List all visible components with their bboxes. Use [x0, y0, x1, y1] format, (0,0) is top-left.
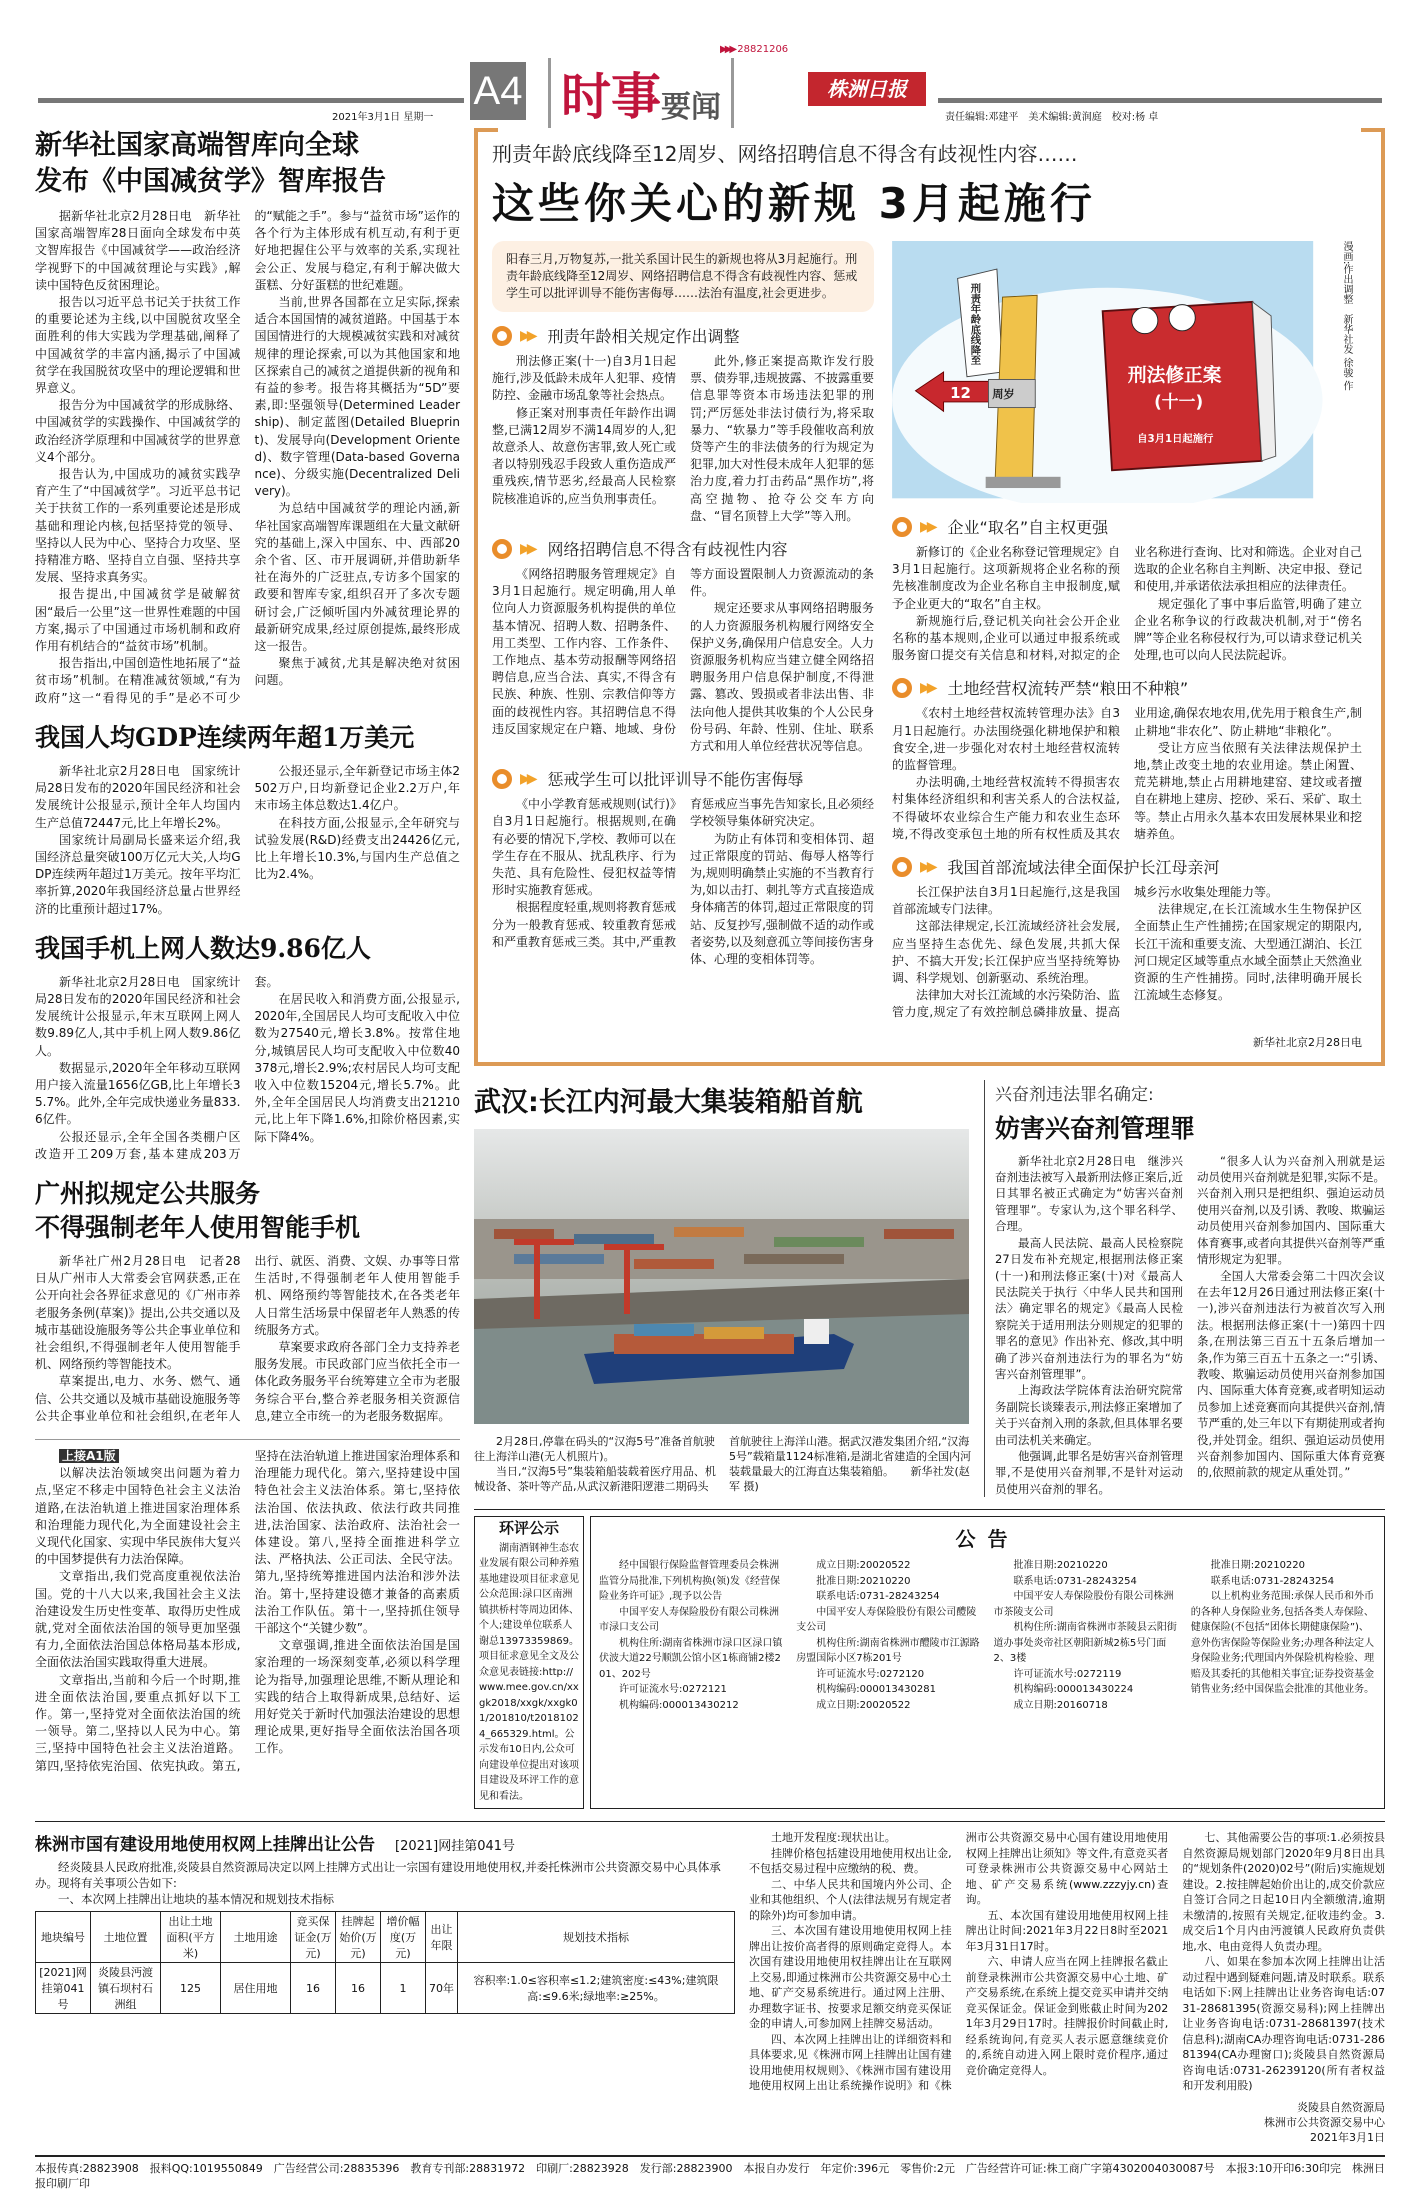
- feature-kicker: 刑责年龄底线降至12周岁、网络招聘信息不得含有歧视性内容……: [492, 142, 1078, 166]
- cell: [2021]网挂第041号: [36, 1963, 91, 2014]
- article-poverty-report: [35, 128, 460, 707]
- paragraph: “很多人认为兴奋剂入刑就是运动员使用兴奋剂就是犯罪,实际不是。兴奋剂入刑只是把组织、强迫运动员使用兴奋剂,以及引诱、教唆、欺骗运动员使用兴奋剂参加国内、国际重大体育赛事,或者向其提供兴奋剂等严重情形规定为犯罪。: [1197, 1153, 1385, 1267]
- paragraph: 《农村土地经营权流转管理办法》自3月1日起施行。办法围绕强化耕地保护和粮食安全,进一步强化对农村土地经营权流转的监督管理。: [892, 706, 1120, 773]
- ring-icon: [492, 326, 512, 346]
- land-signature: [749, 2100, 1385, 2145]
- eia-notice: [474, 1516, 584, 1809]
- paragraph: 修正案对刑事责任年龄作出调整,已满12周岁不满14周岁的人,犯故意杀人、故意伤害罪,致人死亡或者以特别残忍手段致人重伤造成严重残疾,情节恶劣,经最高人民检察院核准追诉的,应当负刑事责任。: [492, 405, 676, 506]
- paragraph: 文章指出,当前和今后一个时期,推进全面依法治国,要重点抓好以下工作。第一,坚持党对全面依法治国的统一领导。第二,坚持以人民为中心。第三,坚持中国特色社会主义法治道路。第四,坚持依宪治国、依宪执政。第五,坚持在法治轨道上推进国家治理体系和治理能力现代化。第六,坚持建设中国特色社会主义法治体系。第七,坚持依法治国、依法执政、依法行政共同推进,法治国家、法治政府、法治社会一体建设。第八,坚持全面推进科学立法、严格执法、公正司法、全民守法。第九,坚持统筹推进国内法治和涉外法治。第十,坚持建设德才兼备的高素质法治工作队伍。第十一,坚持抓住领导干部这个“关键少数”。: [35, 1448, 460, 1773]
- paragraph: 批准日期:20210220: [1210, 1560, 1306, 1572]
- paragraph: 中国平安人寿保险股份有限公司株洲市茶陵支公司: [993, 1591, 1174, 1618]
- paragraph: 办法明确,土地经营权流转不得损害农村集体经济组织和利害关系人的合法权益,不得破坏农业综合生产能力和农业生态环境,不得改变承包土地的所有权性质及其农业用途,确保农地农用,优先用于粮食生产,制止耕地“非农化”、防止耕地“非粮化”。: [892, 706, 1362, 841]
- feature-box: [474, 128, 1385, 1066]
- ring-icon: [892, 678, 912, 698]
- page-number: A4: [470, 62, 526, 120]
- cell: 16: [291, 1963, 336, 2014]
- paragraph: 许可证流水号:0272120: [816, 1668, 925, 1680]
- paragraph: 规定还要求从事网络招聘服务的人力资源服务机构履行网络安全保护义务,确保用户信息安全。人力资源服务机构应当建立健全网络招聘服务用户信息保护制度,不得泄露、篡改、毁损或者非法出售、非法向他人提供其收集的个人公民身份号码、年龄、性别、住址、联系方式和用人单位经营状况等信息。: [690, 601, 874, 754]
- ring-icon: [892, 517, 912, 537]
- land-intro: 经炎陵县人民政府批准,炎陵县自然资源局决定以网上挂牌方式出让一宗国有建设用地使用权,并委托株洲市公共资源交易中心具体承办。现将有关事项公告如下:: [35, 1860, 721, 1891]
- ship-photo: [474, 1129, 969, 1424]
- paragraph: 新华社广州2月28日电 记者28日从广州市人大常委会官网获悉,正在公开向社会各界征求意见的《广州市养老服务条例(草案)》提出,公共交通以及城市基础设施服务等公共企事业单位和社会组织,不得强制老年人使用智能手机、网络预约等智能技术。: [35, 1253, 241, 1372]
- paragraph: 据新华社北京2月28日电 新华社国家高端智库28日面向全球发布中英文智库报告《中国减贫学——政治经济学视野下的中国减贫理论与实践》,解读中国特色反贫困理论。: [35, 209, 241, 292]
- section-title: 时事: [561, 68, 661, 126]
- section-title: 我国首部流域法律全面保护长江母亲河: [947, 858, 1220, 878]
- land-title-row: [35, 1830, 735, 1855]
- ruler-base: [986, 477, 1061, 488]
- headline: 我国手机上网人数达9.86亿人: [35, 933, 371, 963]
- paragraph: 成立日期:20020522: [816, 1560, 911, 1572]
- land-title: 株洲市国有建设用地使用权网上挂牌出让公告: [35, 1835, 375, 1856]
- cell: 1: [381, 1963, 426, 2014]
- section-heading: [892, 855, 1362, 878]
- paragraph: 文章强调,推进全面依法治国是国家治理的一场深刻变革,必须以科学理论为指导,加强理论思维,不断从理论和实践的结合上取得新成果,总结好、运用好党关于新时代加强法治建设的思想理论成果,更好指导全面依法治国各项工作。: [254, 1638, 460, 1756]
- col-header: 竞买保证金(万元): [291, 1912, 336, 1963]
- photo-article: [474, 1080, 974, 1498]
- section-body: [492, 566, 874, 755]
- ads-row: [474, 1509, 1385, 1809]
- col-header: 挂牌起始价(万元): [336, 1912, 381, 1963]
- paragraph: 六、申请人应当在网上挂牌报名截止前登录株洲市公共资源交易中心土地、矿产交易系统,在系统上提交竞买申请并交纳竞买保证金。保证金到账截止时间为2021年3月29日17时。挂牌报价时间截止时,经系统询问,有竞买人表示愿意继续竞价的,系统自动进入网上限时竞价程序,通过竞价确定竞得人。: [965, 1955, 1169, 2077]
- doping-article: [995, 1080, 1385, 1498]
- eia-title: 环评公示: [498, 1519, 559, 1538]
- feature-columns: [492, 241, 1367, 1050]
- section-heading: [492, 767, 874, 790]
- ruler-text: 刑责年龄底线降至: [968, 283, 981, 366]
- article-body: [35, 763, 460, 918]
- section-title: 惩戒学生可以批评训导不能伤害侮辱: [547, 770, 804, 790]
- land-table: [35, 1911, 735, 2014]
- paragraph: 联系电话:0731-28243254: [1210, 1575, 1335, 1587]
- age-unit: 周岁: [992, 388, 1015, 402]
- headline: 我国人均GDP连续两年超1万美元: [35, 722, 415, 752]
- right-area: [474, 128, 1385, 1809]
- paragraph: 根据程度轻重,规则将教育惩戒分为一般教育惩戒、较重教育惩戒和严重教育惩戒三类。其中,严重教育惩戒应当事先告知家长,且必须经学校领导集体研究决定。: [492, 797, 874, 949]
- feature-section: [492, 537, 874, 755]
- paragraph: 新规施行后,登记机关向社会公开企业名称的基本规则,企业可以通过申报系统或服务窗口提交有关信息和材料,对拟定的企业名称进行查询、比对和筛选。企业对自己选取的企业名称自主判断、决定申报、登记和使用,并承诺依法承担相应的法律责任。: [892, 545, 1363, 663]
- paragraph: 三、本次国有建设用地使用权网上挂牌出让按价高者得的原则确定竞得人。本次国有建设用地使用权挂牌出让在互联网上交易,即通过株洲市公共资源交易中心土地、矿产交易系统进行。通过网上注册、办理数字证书、按要求足额交纳竞买保证金的申请人,可参加网上挂牌交易活动。: [749, 1924, 952, 2031]
- col-header: 土地用途: [221, 1912, 291, 1963]
- paragraph: 公报还显示,全年全国各类棚户区改造开工209万套,基本建成203万套。: [35, 974, 279, 1161]
- paragraph: 联系电话:0731-28243254: [816, 1591, 940, 1603]
- col-header: 出让土地面积(平方米): [161, 1912, 221, 1963]
- paragraph: 草案提出,电力、水务、燃气、通信、公共交通以及城市基础设施服务等公共企事业单位和社会组织,在老年人出行、就医、消费、文娱、办事等日常生活时,不得强制老年人使用智能手机、网络预约等智能技术,在各类老年人日常生活场景中保留老年人熟悉的传统服务方式。: [35, 1253, 460, 1423]
- paragraph: 许可证流水号:0272121: [619, 1684, 727, 1696]
- continued-label: 上接A1版: [59, 1449, 119, 1463]
- paragraph: 报告认为,中国成功的减贫实践孕育产生了“中国减贫学”。习近平总书记关于扶贫工作的一系列重要论述是形成基础和理论内核,包括坚持党的领导、坚持以人民为中心、坚持合力攻坚、坚持精准方略、坚持自立自强、坚持共享发展、坚持求真务实。: [35, 467, 241, 585]
- editors: 责任编辑:邓建平 美术编辑:黄润庭 校对:杨 卓: [945, 112, 1159, 123]
- article-mobile-internet: [35, 932, 460, 1163]
- paragraph: 批准日期:20210220: [1013, 1560, 1108, 1572]
- section-heading: [492, 324, 874, 347]
- paragraph: 批准日期:20210220: [816, 1575, 911, 1587]
- eye-icon: [1132, 307, 1158, 333]
- col-header: 出让年限: [426, 1912, 458, 1963]
- cartoon-illustration: [892, 241, 1332, 503]
- section-body: [492, 796, 874, 968]
- table-header-row: [36, 1912, 735, 1963]
- paragraph: 八、如果在参加本次网上挂牌出让活动过程中遇到疑难问题,请及时联系。联系电话如下:网上挂牌出让业务咨询电话:0731-28681395(资源交易科);网上挂牌出让业务咨询电话:0731-28681397(技术信息科);湖南CA办理咨询电话:0731-28681394(CA办理窗口);炎陵县自然资源局咨询电话:0731-26239120(所有者权益和开发利用股): [1182, 1955, 1385, 2093]
- signature-date: 2021年3月1日: [1310, 2130, 1385, 2144]
- section-heading: [892, 515, 1362, 538]
- paragraph: 以上机构业务范围:承保人民币和外币的各种人身保险业务,包括各类人寿保险、健康保险(不包括“团体长期健康保险”)、意外伤害保险等保险业务;办理各种法定人身保险业务;代理国内外保险机构检验、理赔及其委托的其他相关事宜;证券投资基金销售业务;经中国保监会批准的其他业务。: [1190, 1591, 1375, 1696]
- paragraph: 成立日期:20020522: [816, 1699, 911, 1711]
- paragraph: 四、本次网上挂牌出让的详细资料和具体要求,见《株洲市网上挂牌出让国有建设用地使用权规则》、《株洲市国有建设用地使用权网上出让系统操作说明》和《株洲市公共资源交易中心国有建设用地使用权网上挂牌出让须知》等文件,有意竞买者可登录株洲市公共资源交易中心网站土地、矿产交易系统(www.zzzyjy.cn)查询。: [749, 1831, 1169, 2093]
- section-body: [492, 353, 874, 525]
- paragraph: 2月28日,停靠在码头的“汉海5号”准备首航驶往上海洋山港(无人机照片)。: [474, 1434, 715, 1463]
- headline-line2: 发布《中国减贫学》智库报告: [35, 166, 386, 197]
- paragraph: 这部法律规定,长江流域经济社会发展,应当坚持生态优先、绿色发展,共抓大保护、不搞大开发;长江保护应当坚持统筹协调、科学规划、创新驱动、系统治理。: [892, 919, 1120, 986]
- section-banner: [548, 58, 734, 128]
- double-arrow-icon: ▶▶: [520, 540, 534, 557]
- paragraph: 以解决法治领域突出问题为着力点,坚定不移走中国特色社会主义法治道路,在法治轨道上推进国家治理体系和治理能力现代化,为全面建设社会主义现代化国家、实现中华民族伟大复兴的中国梦提供有力法治保障。: [35, 1466, 241, 1567]
- section-body: [892, 544, 1362, 664]
- paragraph: 经中国银行保险监督管理委员会株洲监管分局批准,下列机构换(领)发《经营保险业务许可证》,现予以公告: [599, 1560, 780, 1603]
- left-column: [35, 128, 460, 1789]
- signature-2: 株洲市公共资源交易中心: [1264, 2115, 1385, 2129]
- section-heading: [492, 537, 874, 560]
- article-gdp: [35, 721, 460, 918]
- paragraph: 二、中华人民共和国境内外公司、企业和其他组织、个人(法律法规另有规定者的除外)均可参加申请。: [749, 1877, 952, 1922]
- article-body: [35, 208, 460, 707]
- eia-text: 湖南酒钢神生态农业发展有限公司种养殖基地建设项目征求意见公众范围:渌口区南洲镇拱桥村等周边团体、个人;建设单位联系人谢总13973359869。项目征求意见全文及公众意见表链接:http://www.mee.gov.cn/xxgk2018/xxgk/xxgk01/201810/t20181024_665329.html。公示发布10日内,公众可向建设单位提出对该项目建设及环评工作的意见和看法。: [479, 1542, 579, 1802]
- paragraph: 最高人民法院、最高人民检察院27日发布补充规定,根据刑法修正案(十一)和刑法修正案(十)对《最高人民法院关于执行〈中华人民共和国刑法〉确定罪名的规定》《最高人民检察院关于适用刑法分则规定的犯罪的罪名的意见》作出补充、修改,其中明确了涉兴奋剂违法行为的罪名为“妨害兴奋剂管理罪”。: [995, 1235, 1183, 1381]
- paragraph: 报告指出,中国创造性地拓展了“益贫市场”机制。在精准减贫领域,“有为政府”这一“看得见的手”是必不可少的“赋能之手”。参与“益贫市场”运作的各个行为主体形成有机互动,有利于更好地把握住公平与效率的关系,实现社会公正、发展与稳定,有利于解决做大蛋糕、分好蛋糕的世纪难题。: [35, 209, 460, 705]
- table-row: [36, 1963, 735, 2014]
- col-header: 增价幅度(万元): [381, 1912, 426, 1963]
- article-guangzhou-elderly: [35, 1177, 460, 1425]
- cell: 125: [161, 1963, 221, 2014]
- paragraph: 他强调,此罪名是妨害兴奋剂管理罪,不是使用兴奋剂罪,不是针对运动员使用兴奋剂的罪名。: [995, 1448, 1183, 1496]
- paragraph: 机构住所:湖南省株洲市渌口区渌口镇伏波大道22号顺凯公馆小区1栋商铺2楼201、202号: [599, 1637, 783, 1680]
- insurance-notice: [590, 1516, 1385, 1809]
- paragraph: 成立日期:20160718: [1013, 1699, 1108, 1711]
- paragraph: 报告分为中国减贫学的形成脉络、中国减贫学的实践操作、中国减贫学的政治经济学原理和中国减贫学的世界意义4个部分。: [35, 398, 241, 464]
- paragraph: 许可证流水号:0272119: [1013, 1668, 1122, 1680]
- book-date: 自3月1日起施行: [1137, 433, 1214, 446]
- paragraph: 长江保护法自3月1日起施行,这是我国首部流域专门法律。: [892, 885, 1120, 917]
- paragraph: 挂牌价格包括建设用地使用权出让金,不包括交易过程中应缴纳的税、费。: [749, 1846, 952, 1876]
- headline-line1: 新华社国家高端智库向全球: [35, 130, 359, 161]
- notice-text: [599, 1558, 1376, 1713]
- feature-section: [492, 324, 874, 525]
- double-arrow-icon: ▶▶: [920, 858, 934, 875]
- paragraph: 当前,世界各国都在立足实际,探索适合本国国情的减贫道路。中国基于本国国情进行的大规模减贫实践和对减贫规律的理论探索,可以为其他国家和地区探索自己的减贫之道提供新的视角和有益的参考。报告将其概括为“5D”要素,即:坚强领导(Determined Leadership)、制定蓝图(Detailed Blueprint)、发展导向(Development Oriented)、数字管理(Data-based Governance)、分级实施(Decentralized Delivery)。: [254, 295, 460, 499]
- newspaper-logo: 株洲日报: [808, 72, 926, 106]
- paragraph: 新华社北京2月28日电 国家统计局28日发布的2020年国民经济和社会发展统计公报显示,预计全年人均国内生产总值72447元,比上年增长2%。: [35, 763, 241, 830]
- double-arrow-icon: ▶▶: [520, 327, 534, 344]
- cartoon-credit: 漫画:作出调整 新华社发 徐骏 作: [1341, 241, 1352, 391]
- hotline: [720, 44, 788, 55]
- paragraph: 土地开发程度:现状出让。: [771, 1831, 896, 1845]
- section-body: [892, 884, 1362, 1022]
- notice-title: 公告: [955, 1527, 1020, 1552]
- triple-arrow-icon: ▶▶▶: [720, 44, 735, 55]
- paragraph: 七、其他需要公告的事项:1.必须按县自然资源局规划部门2020年9月8日出具的“规划条件(2020)02号”(附后)实施规划建设。2.按挂牌起始价出让的,成交价款应自签订合同之日起10日内全额缴清,逾期未缴清的,按照有关规定,征收违约金。3.成交后1个月内由沔渡镇人民政府负责供地,水、电由竞得人负责办理。: [1182, 1831, 1385, 1953]
- photo-caption: [474, 1434, 974, 1494]
- section-subtitle: 要闻: [661, 90, 721, 125]
- book-subtitle: (十一): [1154, 391, 1204, 412]
- cell: 16: [336, 1963, 381, 2014]
- feature-right-column: [892, 241, 1362, 1050]
- feature-section: [892, 515, 1362, 664]
- double-arrow-icon: ▶▶: [520, 770, 534, 787]
- article-body: [35, 1253, 460, 1425]
- paragraph: 机构编码:000013430281: [816, 1684, 936, 1696]
- paragraph: 刑法修正案(十一)自3月1日起施行,涉及低龄未成年人犯罪、疫情防控、金融市场乱象等社会热点。: [492, 354, 676, 403]
- ring-icon: [492, 539, 512, 559]
- cell: 容积率:1.0≤容积率≤1.2;建筑密度:≤43%;建筑限高:≤9.6米;绿地率:≥25%。: [458, 1963, 735, 2014]
- issue-date: 2021年3月1日 星期一: [332, 112, 434, 123]
- eye-icon: [1169, 305, 1195, 331]
- paragraph: 在居民收入和消费方面,公报显示,2020年,全国居民人均可支配收入中位数为27540元,增长3.8%。按常住地分,城镇居民人均可支配收入中位数40378元,增长2.9%;农村居民人均可支配收入中位数15204元,增长5.7%。此外,全年全国居民人均消费支出21210元,比上年下降1.6%,扣除价格因素,实际下降4%。: [254, 991, 460, 1144]
- paragraph: 机构编码:000013430224: [1013, 1684, 1134, 1696]
- paragraph: 报告提出,中国减贫学是破解贫困“最后一公里”这一世界性难题的中国方案,揭示了中国通过市场机制和政府作用有机结合的“益贫市场”机制。: [35, 587, 241, 654]
- header-rule-left: [38, 98, 464, 103]
- land-right: [749, 1830, 1385, 2145]
- hotline-number: 28821206: [737, 44, 789, 55]
- land-left: [35, 1830, 735, 2014]
- feature-left-column: [492, 241, 874, 980]
- paragraph: 法律规定,在长江流域水生生物保护区全面禁止生产性捕捞;在国家规定的期限内,长江干流和重要支流、大型通江湖泊、长江河口规定区域等重点水域全面禁止天然渔业资源的生产性捕捞。同时,法律明确开展长江流域生态修复。: [1134, 902, 1363, 1003]
- paragraph: 此外,修正案提高欺诈发行股票、债券罪,违规披露、不披露重要信息罪等资本市场违法犯罪的刑罚;严厉惩处非法讨债行为,将采取暴力、“软暴力”等手段催收高利放贷等产生的非法债务的行为规定为犯罪,加大对性侵未成年人犯罪的惩治力度,着力打击药品“黑作坊”,将高空抛物、抢夺公交车方向盘、“冒名顶替上大学”等入刑。: [690, 354, 874, 523]
- illustration-block: [892, 241, 1362, 503]
- col-header: 地块编号: [36, 1912, 91, 1963]
- paragraph: 公报还显示,全年新登记市场主体2502万户,日均新登记企业2.2万户,年末市场主体总数达1.4亿户。: [254, 763, 460, 813]
- paragraph: 机构编码:000013430212: [619, 1699, 739, 1711]
- paragraph: 《中小学教育惩戒规则(试行)》自3月1日起施行。根据规则,在确有必要的情况下,学校、教师可以在学生存在不服从、扰乱秩序、行为失范、具有危险性、侵犯权益等情形时实施教育惩戒。: [492, 797, 676, 898]
- section-title: 刑责年龄相关规定作出调整: [547, 327, 740, 346]
- feature-byline: 新华社北京2月28日电: [1253, 1035, 1362, 1049]
- paragraph: 国家统计局副局长盛来运介绍,我国经济总量突破100万亿元大关,人均GDP连续两年超过1万美元。按年平均汇率折算,2020年我国经济总量占世界经济的比重预计超过17%。: [35, 832, 241, 916]
- paragraph: 联系电话:0731-28243254: [1013, 1575, 1137, 1587]
- feature-section: [492, 767, 874, 968]
- cell: 居住用地: [221, 1963, 291, 2014]
- paragraph: 机构住所:湖南省株洲市醴陵市江源路房盟国际小区7栋201号: [796, 1637, 980, 1665]
- paragraph: 中国平安人寿保险股份有限公司株洲市渌口支公司: [599, 1606, 779, 1634]
- paragraphs: [35, 1448, 460, 1775]
- box-corner: [1361, 128, 1385, 132]
- article-body: [35, 974, 460, 1163]
- main-area: [35, 128, 1385, 1809]
- paragraph: 新华社北京2月28日电 国家统计局28日发布的2020年国民经济和社会发展统计公报显示,年末互联网上网人数9.89亿人,其中手机上网人数9.86亿人。: [35, 974, 241, 1058]
- photo-and-doping-row: [474, 1080, 1385, 1498]
- paragraph: 上海政法学院体育法治研究院常务副院长谈臻表示,刑法修正案增加了关于兴奋剂入刑的条款,但具体罪名要由司法机关来确定。: [995, 1383, 1183, 1447]
- double-arrow-icon: ▶▶: [920, 679, 934, 696]
- headline-line1: 广州拟规定公共服务: [35, 1178, 261, 1208]
- book-title: 刑法修正案: [1127, 365, 1222, 387]
- container-yard: [474, 1219, 969, 1279]
- paragraph: 数据显示,2020年全年移动互联网用户接入流量1656亿GB,比上年增长35.7%。此外,全年完成快递业务量833.6亿件。: [35, 1060, 241, 1127]
- paragraph: 文章指出,我们党高度重视依法治国。党的十八大以来,我国社会主义法治建设发生历史性变革、取得历史性成就,党对全面依法治国的领导更加坚强有力,全面依法治国总体格局基本形成,全面依法治国实践取得重大进展。: [35, 1569, 241, 1670]
- land-section1: 一、本次网上挂牌出让地块的基本情况和规划技术指标: [58, 1892, 334, 1907]
- paragraph: 聚焦于减贫,尤其是解决绝对贫困问题。: [254, 656, 460, 688]
- paragraph: 《网络招聘服务管理规定》自3月1日起施行。规定明确,用人单位向人力资源服务机构提供的单位基本情况、招聘人数、招聘条件、用工类型、工作内容、工作条件、工作地点、基本劳动报酬等网络招聘信息,应当合法、真实,不得含有民族、种族、性别、宗教信仰等方面的歧视性内容。其招聘信息不得违反国家规定在户籍、地域、身份等方面设置限制人力资源流动的条件。: [492, 567, 874, 736]
- land-body: [749, 1830, 1385, 2094]
- footer-info: 本报传真:28823908 报料QQ:1019550849 广告经营公司:28835396 教育专刊部:28831972 印刷厂:28823928 发行部:28823900 本报自办发行 年定价:396元 零售价:2元 广告经营许可证:株工商广字第4302004030087号 本报3:10开印6:30印完 株洲日报印刷厂印: [35, 2161, 1385, 2190]
- paragraph: 全国人大常委会第二十四次会议在去年12月26日通过刑法修正案(十一),涉兴奋剂违法行为被首次写入刑法。根据刑法修正案(十一)第四十四条,在刑法第三百五十五条后增加一条,作为第三百五十五条之一:“引诱、教唆、欺骗运动员使用兴奋剂参加国内、国际重大体育竞赛,或者明知运动员参加上述竞赛而向其提供兴奋剂,情节严重的,处三年以下有期徒刑或者拘役,并处罚金。组织、强迫运动员使用兴奋剂参加国内、国际重大体育竞赛的,依照前款的规定从重处罚。”: [1197, 1268, 1385, 1480]
- ring-icon: [492, 769, 512, 789]
- paragraph: 为防止有体罚和变相体罚、超过正常限度的罚站、侮辱人格等行为,规则明确禁止实施的不当教育行为,如以击打、刺扎等方式直接造成身体痛苦的体罚,超过正常限度的罚站、反复抄写,强制做不适的动作或者姿势,以及刻意孤立等间接伤害身体、心理的变相体罚等。: [690, 831, 874, 967]
- paragraph: 规定强化了事中事后监管,明确了建立企业名称争议的行政裁决机制,对于“傍名牌”等企业名称侵权行为,可以请求登记机关处理,也可以向人民法院起诉。: [1134, 596, 1362, 663]
- paragraph: 中国平安人寿保险股份有限公司醴陵支公司: [796, 1606, 977, 1634]
- feature-section: [892, 676, 1362, 843]
- paragraph: 在科技方面,公报显示,全年研究与试验发展(R&D)经费支出24426亿元,比上年增长10.3%,与国内生产总值之比为2.4%。: [254, 815, 460, 882]
- double-arrow-icon: ▶▶: [920, 518, 934, 535]
- paragraph: 受让方应当依照有关法律法规保护土地,禁止改变土地的农业用途。禁止闲置、荒芜耕地,禁止占用耕地建窑、建坟或者擅自在耕地上建房、挖砂、采石、采矿、取土等。禁止占用永久基本农田发展林果业和挖塘养鱼。: [1134, 740, 1363, 841]
- col-header: 规划技术指标: [458, 1912, 735, 1963]
- cell: 炎陵县沔渡镇石坝村石洲组: [91, 1963, 161, 2014]
- feature-headline: 这些你关心的新规 3月起施行: [492, 179, 1096, 228]
- article-continued-a1: [35, 1439, 460, 1775]
- signature-1: 炎陵县自然资源局: [1297, 2100, 1385, 2114]
- paragraph: 法律加大对长江流域的水污染防治、监管力度,规定了有效控制总磷排放量、提高城乡污水收集处理能力等。: [892, 885, 1279, 1020]
- paragraph: 当日,“汉海5号”集装箱船装载着医疗用品、机械设备、茶叶等产品,从武汉新港阳逻港二期码头首航驶往上海洋山港。据武汉港发集团介绍,“汉海5号”载箱量1124标准箱,是湖北省建造的全国内河装载量最大的江海直达集装箱船。 新华社发(赵军 摄): [474, 1434, 972, 1493]
- paragraph: 草案要求政府各部门全力支持养老服务发展。市民政部门应当依托全市一体化政务服务平台统筹建立全市为老服务综合平台,整合养老服务相关资源信息,建立全市统一的为老服务数据库。: [254, 1339, 460, 1423]
- ring-icon: [892, 857, 912, 877]
- header-rule-right: [938, 98, 1382, 103]
- article-body: [35, 1448, 460, 1775]
- land-number: [2021]网挂第041号: [395, 1839, 516, 1855]
- doping-body: [995, 1153, 1385, 1498]
- masthead: [35, 0, 1385, 128]
- cell: 70年: [426, 1963, 458, 2014]
- col-header: 土地位置: [91, 1912, 161, 1963]
- doping-kicker: 兴奋剂违法罪名确定:: [995, 1084, 1154, 1105]
- paragraph: 五、本次国有建设用地使用权网上挂牌出让时间:2021年3月22日8时至2021年3月31日17时。: [965, 1908, 1169, 1953]
- section-title: 网络招聘信息不得含有歧视性内容: [547, 540, 788, 560]
- doping-headline: 妨害兴奋剂管理罪: [995, 1113, 1196, 1143]
- section-title: 土地经营权流转严禁“粮田不种粮”: [947, 679, 1189, 699]
- section-title: 企业“取名”自主权更强: [947, 518, 1109, 537]
- headline-line2: 不得强制老年人使用智能手机: [35, 1212, 361, 1242]
- column-divider: [984, 1080, 985, 1498]
- paragraph: 为总结中国减贫学的理论内涵,新华社国家高端智库课题组在大量文献研究的基础上,深入中国东、中、西部20余个省、区、市开展调研,并借助新华社在海外的广泛驻点,专访多个国家的政要和智库专家,组织召开了多次专题研讨会,广泛倾听国内外减贫理论界的最新研究成果,经过原创提炼,最终形成这一报告。: [254, 501, 460, 654]
- feature-intro: 阳春三月,万物复苏,一批关系国计民生的新规也将从3月起施行。刑责年龄底线降至12周岁、网络招聘信息不得含有歧视性内容、惩戒学生可以批评训导不能伤害侮辱……法治有温度,社会更进步。: [492, 241, 874, 312]
- paragraph: 新修订的《企业名称登记管理规定》自3月1日起施行。这项新规将企业名称的预先核准制度改为企业名称自主申报制度,赋予企业更大的“取名”自主权。: [892, 545, 1121, 611]
- box-corner: [474, 128, 498, 132]
- section-body: [892, 705, 1362, 843]
- paragraph: 新华社北京2月28日电 继涉兴奋剂违法被写入最新刑法修正案后,近日其罪名被正式确定为“妨害兴奋剂管理罪”。专家认为,这个罪名科学、合理。: [995, 1153, 1183, 1234]
- paragraph: 机构住所:湖南省株洲市茶陵县云阳街道办事处炎帝社区朝阳新城2栋5号门面2、3楼: [993, 1622, 1177, 1665]
- land-auction-notice: [35, 1821, 1385, 2145]
- section-heading: [892, 676, 1362, 699]
- paragraph: 报告以习近平总书记关于扶贫工作的重要论述为主线,以中国脱贫攻坚全面胜利的伟大实践为学理基础,阐释了中国减贫学的丰富内涵,揭示了中国减贫学在我国脱贫攻坚中的理论逻辑和世界意义。: [35, 295, 241, 396]
- age-value: 12: [950, 384, 971, 403]
- photo-headline: 武汉:长江内河最大集装箱船首航: [474, 1086, 863, 1118]
- feature-section: [892, 855, 1362, 1022]
